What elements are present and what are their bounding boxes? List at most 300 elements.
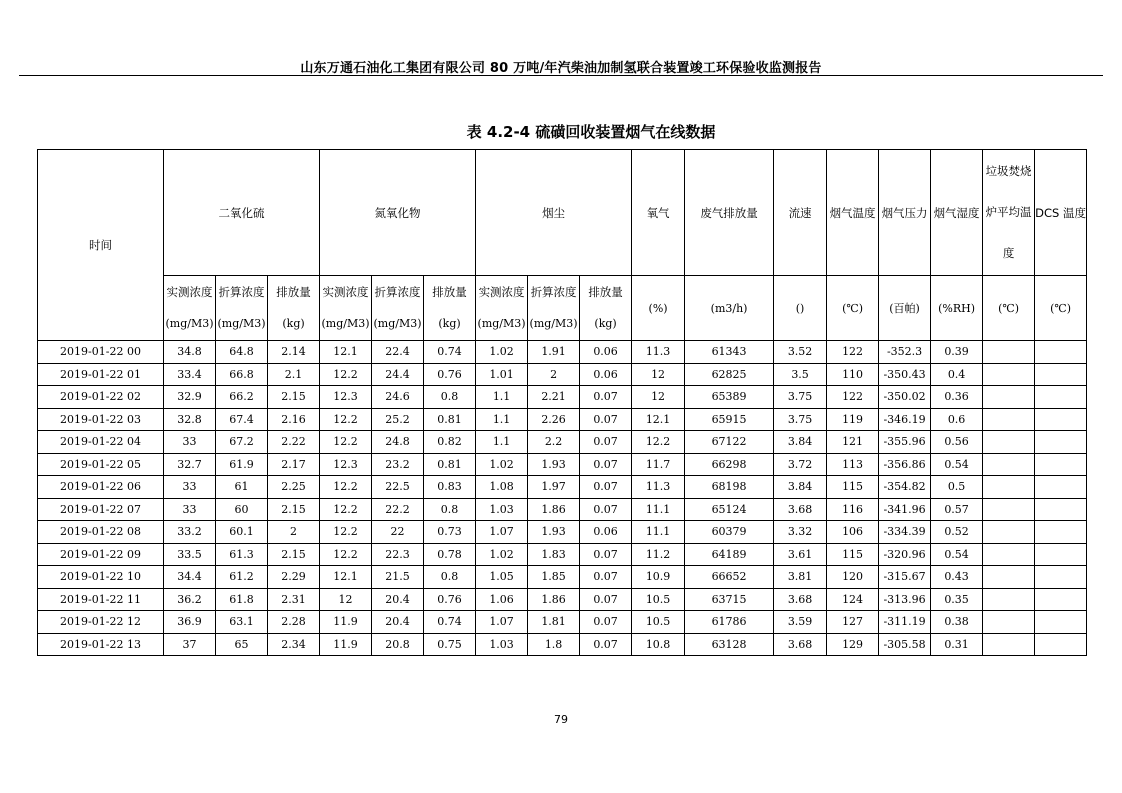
table-cell: -341.96	[879, 498, 931, 521]
table-cell: 63715	[685, 588, 774, 611]
table-cell: 33	[164, 498, 216, 521]
table-cell: 0.75	[424, 633, 476, 656]
table-cell: 0.06	[580, 363, 632, 386]
table-cell: -311.19	[879, 611, 931, 634]
table-row	[38, 431, 1087, 454]
table-row	[38, 633, 1087, 656]
table-row	[38, 588, 1087, 611]
table-cell: 0.57	[931, 498, 983, 521]
table-cell: 119	[827, 408, 879, 431]
table-cell	[983, 341, 1035, 364]
table-cell: 1.85	[528, 566, 580, 589]
table-cell: 0.36	[931, 386, 983, 409]
table-cell: 3.75	[774, 408, 827, 431]
table-cell: 1.07	[476, 611, 528, 634]
table-cell: 34.4	[164, 566, 216, 589]
table-cell: 0.52	[931, 521, 983, 544]
table-cell: -313.96	[879, 588, 931, 611]
table-cell: 124	[827, 588, 879, 611]
table-cell: 0.07	[580, 476, 632, 499]
table-row	[38, 453, 1087, 476]
table-cell: 0.07	[580, 588, 632, 611]
table-cell: -356.86	[879, 453, 931, 476]
table-cell: -354.82	[879, 476, 931, 499]
col-header-incinerator	[983, 150, 1035, 276]
table-cell: 110	[827, 363, 879, 386]
dust-emission-header: 排放量 (kg)	[580, 276, 632, 341]
incinerator-line-2: 炉平均温	[985, 205, 1032, 219]
table-cell: 64189	[685, 543, 774, 566]
table-cell: 20.4	[372, 588, 424, 611]
table-cell: 1.02	[476, 543, 528, 566]
table-cell: 22.2	[372, 498, 424, 521]
table-cell	[1035, 341, 1087, 364]
table-cell: 106	[827, 521, 879, 544]
table-cell: 0.43	[931, 566, 983, 589]
table-cell: 0.76	[424, 363, 476, 386]
table-cell: 1.83	[528, 543, 580, 566]
table-cell	[983, 363, 1035, 386]
table-cell: 3.68	[774, 498, 827, 521]
so2-converted-header: 折算浓度 (mg/M3)	[216, 276, 268, 341]
table-cell: 1.86	[528, 588, 580, 611]
table-cell: -315.67	[879, 566, 931, 589]
table-cell: 0.82	[424, 431, 476, 454]
table-cell: 2.15	[268, 498, 320, 521]
table-cell: 11.7	[632, 453, 685, 476]
table-cell: 20.4	[372, 611, 424, 634]
oxygen-unit: (%)	[632, 276, 685, 341]
incinerator-unit: (℃)	[983, 276, 1035, 341]
table-cell: 0.74	[424, 341, 476, 364]
row-time-cell: 2019-01-22 07	[38, 498, 164, 521]
table-cell: 122	[827, 341, 879, 364]
table-cell: 10.5	[632, 611, 685, 634]
table-cell: 115	[827, 543, 879, 566]
row-time-cell: 2019-01-22 12	[38, 611, 164, 634]
page-number: 79	[554, 713, 568, 726]
temp-unit: (℃)	[827, 276, 879, 341]
table-cell: 2.2	[528, 431, 580, 454]
table-cell: 12.1	[632, 408, 685, 431]
table-row	[38, 543, 1087, 566]
humidity-unit: (%RH)	[931, 276, 983, 341]
table-cell: 0.83	[424, 476, 476, 499]
table-cell: 0.78	[424, 543, 476, 566]
row-time-cell: 2019-01-22 10	[38, 566, 164, 589]
table-cell: 65	[216, 633, 268, 656]
table-cell: 1.07	[476, 521, 528, 544]
table-row	[38, 498, 1087, 521]
table-cell: 22.5	[372, 476, 424, 499]
table-title: 表 4.2-4 硫磺回收装置烟气在线数据	[466, 123, 716, 141]
table-cell: 0.06	[580, 341, 632, 364]
table-cell: 36.2	[164, 588, 216, 611]
table-cell: 0.54	[931, 543, 983, 566]
table-cell: 12.2	[320, 498, 372, 521]
table-cell: 0.35	[931, 588, 983, 611]
table-cell	[983, 476, 1035, 499]
table-cell	[1035, 498, 1087, 521]
table-cell: 66.8	[216, 363, 268, 386]
table-cell: 2.1	[268, 363, 320, 386]
dust-measured-header: 实测浓度 (mg/M3)	[476, 276, 528, 341]
table-cell: 0.07	[580, 498, 632, 521]
row-time-cell: 2019-01-22 09	[38, 543, 164, 566]
table-cell: 11.9	[320, 611, 372, 634]
row-time-cell: 2019-01-22 08	[38, 521, 164, 544]
nox-converted-header: 折算浓度 (mg/M3)	[372, 276, 424, 341]
table-cell: 61.2	[216, 566, 268, 589]
table-cell: 65389	[685, 386, 774, 409]
table-cell: 1.1	[476, 431, 528, 454]
table-cell: 3.84	[774, 476, 827, 499]
table-cell: 1.1	[476, 386, 528, 409]
table-cell: 1.05	[476, 566, 528, 589]
table-cell: 1.06	[476, 588, 528, 611]
table-cell: 24.6	[372, 386, 424, 409]
table-cell: 10.8	[632, 633, 685, 656]
table-cell: 33.5	[164, 543, 216, 566]
table-cell	[983, 566, 1035, 589]
report-header-title: 山东万通石油化工集团有限公司 80 万吨/年汽柴油加制氢联合装置竣工环保验收监测报告	[300, 61, 822, 76]
table-cell: 0.06	[580, 521, 632, 544]
table-cell: 115	[827, 476, 879, 499]
table-cell: -352.3	[879, 341, 931, 364]
table-cell: 2.15	[268, 386, 320, 409]
table-cell: 122	[827, 386, 879, 409]
table-cell	[983, 611, 1035, 634]
table-cell: 33	[164, 431, 216, 454]
table-cell: 121	[827, 431, 879, 454]
table-cell	[1035, 543, 1087, 566]
table-cell: 2.28	[268, 611, 320, 634]
table-cell: 3.75	[774, 386, 827, 409]
table-cell: 1.03	[476, 633, 528, 656]
table-cell: 0.6	[931, 408, 983, 431]
table-cell: 64.8	[216, 341, 268, 364]
table-cell	[983, 408, 1035, 431]
table-cell: 3.59	[774, 611, 827, 634]
table-cell: 67.2	[216, 431, 268, 454]
flow-gas-unit: (m3/h)	[685, 276, 774, 341]
table-cell: -350.43	[879, 363, 931, 386]
table-cell: 2.25	[268, 476, 320, 499]
table-cell: 3.68	[774, 588, 827, 611]
col-header-so2: 二氧化硫	[164, 150, 320, 276]
table-cell: 37	[164, 633, 216, 656]
emission-data-table	[37, 149, 1087, 656]
table-cell: 2.15	[268, 543, 320, 566]
table-cell: 0.81	[424, 453, 476, 476]
table-cell: 2.31	[268, 588, 320, 611]
table-cell: 12	[632, 386, 685, 409]
table-cell: 12.3	[320, 386, 372, 409]
table-cell: 68198	[685, 476, 774, 499]
table-cell: 1.86	[528, 498, 580, 521]
table-cell: 1.08	[476, 476, 528, 499]
header-rule	[19, 75, 1103, 76]
table-cell: 1.97	[528, 476, 580, 499]
table-cell: 62825	[685, 363, 774, 386]
table-cell: 0.07	[580, 566, 632, 589]
pressure-unit: (百帕)	[879, 276, 931, 341]
table-cell: 22.4	[372, 341, 424, 364]
table-cell: 25.2	[372, 408, 424, 431]
table-cell	[983, 386, 1035, 409]
table-cell: 67122	[685, 431, 774, 454]
dcs-unit: (℃)	[1035, 276, 1087, 341]
table-cell: 11.9	[320, 633, 372, 656]
col-header-time: 时间	[38, 150, 164, 341]
table-cell	[983, 453, 1035, 476]
table-cell	[1035, 566, 1087, 589]
table-cell	[1035, 521, 1087, 544]
table-cell	[1035, 588, 1087, 611]
table-cell: 24.8	[372, 431, 424, 454]
table-cell: 127	[827, 611, 879, 634]
table-cell: 11.1	[632, 498, 685, 521]
table-cell: 3.84	[774, 431, 827, 454]
table-cell: 22	[372, 521, 424, 544]
incinerator-line-3: 度	[1002, 246, 1015, 260]
table-cell: 0.74	[424, 611, 476, 634]
table-row	[38, 386, 1087, 409]
table-cell: 65124	[685, 498, 774, 521]
row-time-cell: 2019-01-22 00	[38, 341, 164, 364]
table-cell: -346.19	[879, 408, 931, 431]
table-cell: 0.07	[580, 431, 632, 454]
table-cell: 60.1	[216, 521, 268, 544]
table-cell: 20.8	[372, 633, 424, 656]
table-cell: 12.1	[320, 566, 372, 589]
table-cell: 120	[827, 566, 879, 589]
row-time-cell: 2019-01-22 04	[38, 431, 164, 454]
table-cell: 0.31	[931, 633, 983, 656]
table-cell: 0.07	[580, 611, 632, 634]
table-cell: 33.2	[164, 521, 216, 544]
col-header-dust: 烟尘	[476, 150, 632, 276]
table-cell	[1035, 408, 1087, 431]
row-time-cell: 2019-01-22 03	[38, 408, 164, 431]
table-cell	[1035, 476, 1087, 499]
table-cell: 12	[320, 588, 372, 611]
col-header-pressure: 烟气压力	[879, 150, 931, 276]
table-cell: 1.02	[476, 341, 528, 364]
table-cell: 0.38	[931, 611, 983, 634]
nox-measured-header: 实测浓度 (mg/M3)	[320, 276, 372, 341]
table-cell: 113	[827, 453, 879, 476]
table-cell: 10.5	[632, 588, 685, 611]
table-cell: 21.5	[372, 566, 424, 589]
col-header-flow-gas: 废气排放量	[685, 150, 774, 276]
table-cell: 0.07	[580, 386, 632, 409]
table-cell: 61.9	[216, 453, 268, 476]
table-cell: 2	[268, 521, 320, 544]
row-time-cell: 2019-01-22 13	[38, 633, 164, 656]
table-cell: 65915	[685, 408, 774, 431]
table-cell: 1.02	[476, 453, 528, 476]
table-cell	[983, 498, 1035, 521]
table-cell: 11.3	[632, 341, 685, 364]
table-cell: 3.5	[774, 363, 827, 386]
table-cell	[983, 431, 1035, 454]
table-cell: 32.8	[164, 408, 216, 431]
table-cell: 12.2	[320, 543, 372, 566]
table-cell: 0.07	[580, 633, 632, 656]
table-cell: 0.8	[424, 498, 476, 521]
table-cell: 2.34	[268, 633, 320, 656]
table-cell: 1.91	[528, 341, 580, 364]
table-cell: 2.21	[528, 386, 580, 409]
table-body	[38, 341, 1087, 656]
table-cell	[1035, 453, 1087, 476]
table-cell: 61	[216, 476, 268, 499]
velocity-unit: ()	[774, 276, 827, 341]
table-cell: 0.5	[931, 476, 983, 499]
table-cell: 2.22	[268, 431, 320, 454]
table-cell: 0.07	[580, 408, 632, 431]
table-cell: 2.17	[268, 453, 320, 476]
table-cell: 11.2	[632, 543, 685, 566]
table-cell: 66.2	[216, 386, 268, 409]
table-cell: 63128	[685, 633, 774, 656]
table-cell: 1.93	[528, 453, 580, 476]
table-cell: 116	[827, 498, 879, 521]
table-cell: 2.26	[528, 408, 580, 431]
row-time-cell: 2019-01-22 05	[38, 453, 164, 476]
table-cell: 61343	[685, 341, 774, 364]
table-cell: 2.16	[268, 408, 320, 431]
table-cell: -355.96	[879, 431, 931, 454]
table-cell: 0.4	[931, 363, 983, 386]
table-cell: 2.14	[268, 341, 320, 364]
col-header-oxygen: 氧气	[632, 150, 685, 276]
table-row	[38, 611, 1087, 634]
table-cell: 3.68	[774, 633, 827, 656]
table-cell: 12.2	[320, 408, 372, 431]
table-cell	[1035, 633, 1087, 656]
so2-measured-header: 实测浓度 (mg/M3)	[164, 276, 216, 341]
table-row	[38, 566, 1087, 589]
table-cell: 1.81	[528, 611, 580, 634]
table-cell: 1.8	[528, 633, 580, 656]
table-cell: 12.1	[320, 341, 372, 364]
table-cell: 60379	[685, 521, 774, 544]
table-cell: 32.7	[164, 453, 216, 476]
table-cell: 11.3	[632, 476, 685, 499]
table-cell: 67.4	[216, 408, 268, 431]
table-cell	[1035, 386, 1087, 409]
row-time-cell: 2019-01-22 01	[38, 363, 164, 386]
table-cell: -350.02	[879, 386, 931, 409]
table-cell: 3.72	[774, 453, 827, 476]
row-time-cell: 2019-01-22 06	[38, 476, 164, 499]
table-cell: 34.8	[164, 341, 216, 364]
table-cell: 22.3	[372, 543, 424, 566]
table-cell: 61.3	[216, 543, 268, 566]
table-cell: -305.58	[879, 633, 931, 656]
table-cell: 0.07	[580, 543, 632, 566]
table-row	[38, 341, 1087, 364]
table-cell: 12.2	[632, 431, 685, 454]
table-cell: 12	[632, 363, 685, 386]
table-cell: -320.96	[879, 543, 931, 566]
table-cell: 60	[216, 498, 268, 521]
table-cell: 61786	[685, 611, 774, 634]
table-cell: 0.73	[424, 521, 476, 544]
table-cell: 1.03	[476, 498, 528, 521]
table-cell: 2.29	[268, 566, 320, 589]
table-cell: 0.8	[424, 386, 476, 409]
table-cell: 63.1	[216, 611, 268, 634]
table-cell: -334.39	[879, 521, 931, 544]
table-cell: 0.54	[931, 453, 983, 476]
table-cell: 3.52	[774, 341, 827, 364]
table-cell	[983, 543, 1035, 566]
table-cell: 61.8	[216, 588, 268, 611]
table-cell: 0.07	[580, 453, 632, 476]
table-cell: 3.32	[774, 521, 827, 544]
table-cell: 3.61	[774, 543, 827, 566]
table-cell: 66298	[685, 453, 774, 476]
table-cell: 2	[528, 363, 580, 386]
col-header-nox: 氮氧化物	[320, 150, 476, 276]
table-row	[38, 521, 1087, 544]
table-cell: 129	[827, 633, 879, 656]
table-cell	[983, 588, 1035, 611]
table-cell: 10.9	[632, 566, 685, 589]
nox-emission-header: 排放量 (kg)	[424, 276, 476, 341]
table-cell: 32.9	[164, 386, 216, 409]
table-cell: 0.76	[424, 588, 476, 611]
col-header-velocity: 流速	[774, 150, 827, 276]
table-cell: 36.9	[164, 611, 216, 634]
table-cell	[1035, 363, 1087, 386]
table-cell: 23.2	[372, 453, 424, 476]
table-cell: 11.1	[632, 521, 685, 544]
table-cell: 0.39	[931, 341, 983, 364]
table-cell: 12.3	[320, 453, 372, 476]
table-cell: 12.2	[320, 476, 372, 499]
table-row	[38, 363, 1087, 386]
col-header-temp: 烟气温度	[827, 150, 879, 276]
table-cell: 24.4	[372, 363, 424, 386]
table-cell: 0.56	[931, 431, 983, 454]
table-cell: 3.81	[774, 566, 827, 589]
row-time-cell: 2019-01-22 02	[38, 386, 164, 409]
so2-emission-header: 排放量 (kg)	[268, 276, 320, 341]
table-cell: 1.01	[476, 363, 528, 386]
table-cell: 1.1	[476, 408, 528, 431]
table-cell	[983, 521, 1035, 544]
table-cell: 66652	[685, 566, 774, 589]
table-cell	[983, 633, 1035, 656]
col-header-humidity: 烟气湿度	[931, 150, 983, 276]
table-row	[38, 408, 1087, 431]
table-cell	[1035, 611, 1087, 634]
incinerator-line-1: 垃圾焚烧	[985, 164, 1032, 178]
table-cell: 12.2	[320, 363, 372, 386]
table-cell: 1.93	[528, 521, 580, 544]
table-cell: 12.2	[320, 431, 372, 454]
table-cell: 12.2	[320, 521, 372, 544]
table-cell	[1035, 431, 1087, 454]
table-row	[38, 476, 1087, 499]
table-cell: 0.81	[424, 408, 476, 431]
table-cell: 33	[164, 476, 216, 499]
table-cell: 0.8	[424, 566, 476, 589]
